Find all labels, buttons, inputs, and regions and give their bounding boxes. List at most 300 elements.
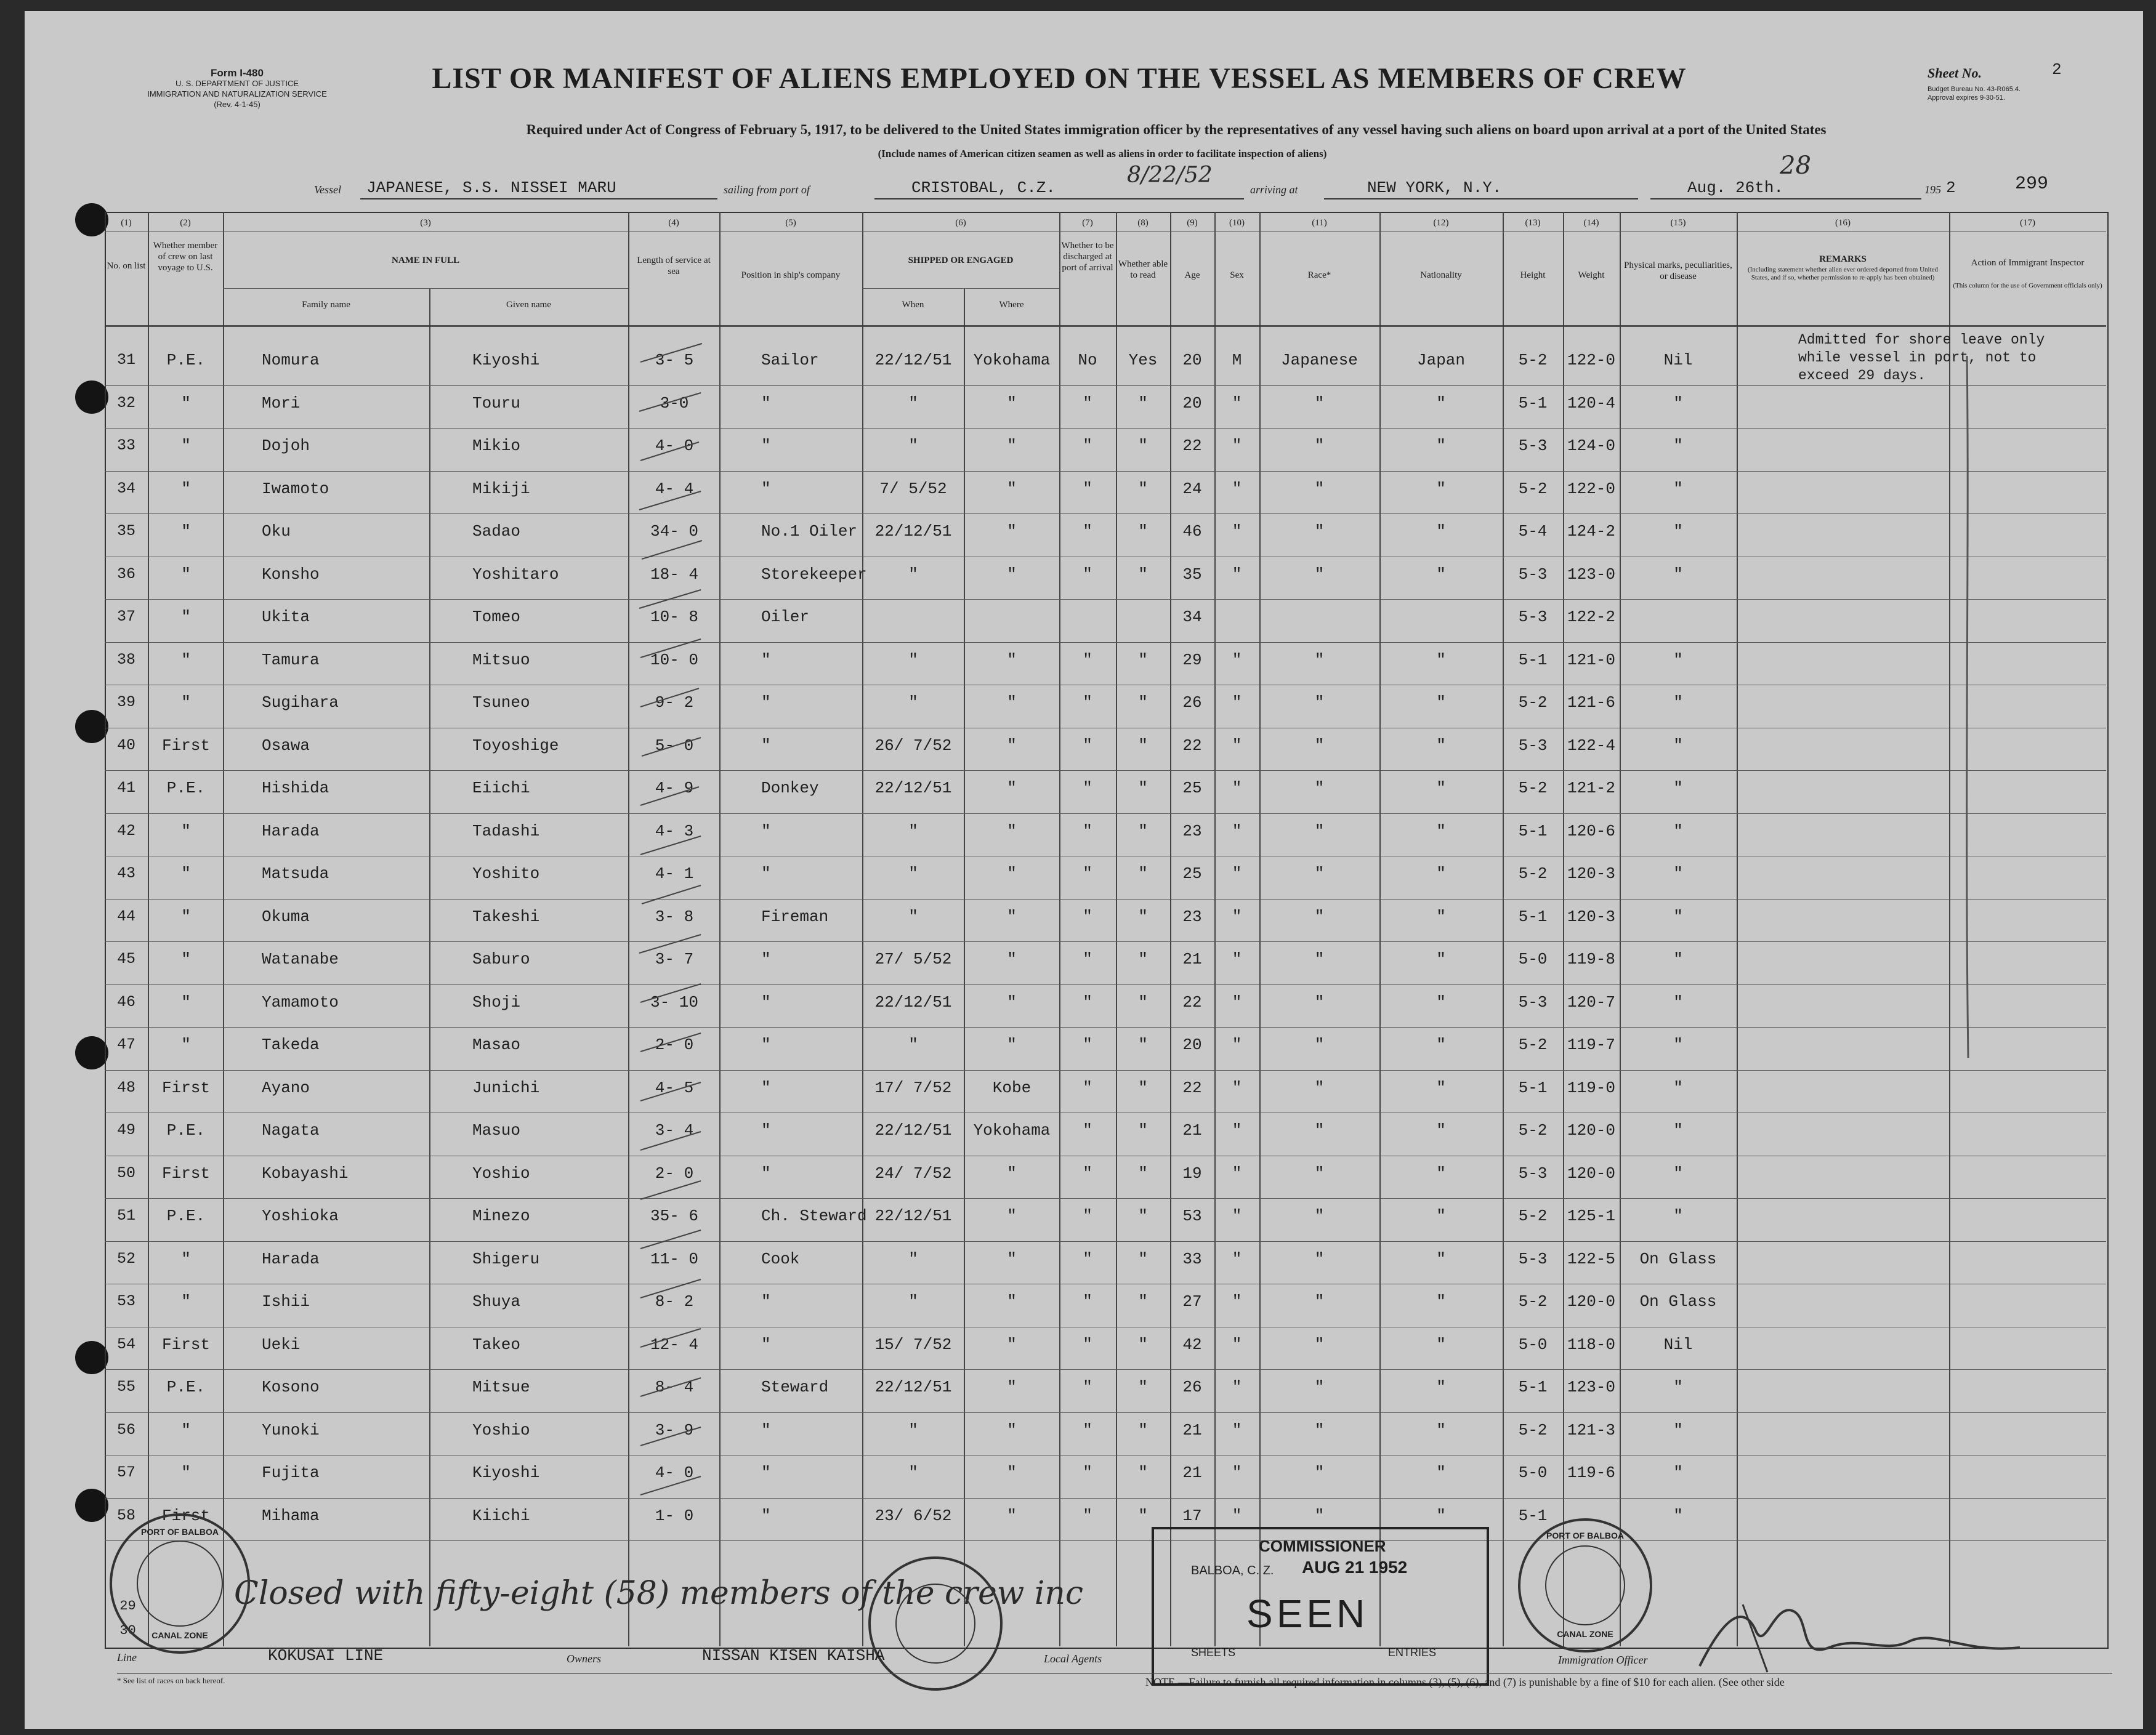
crew-cell-when: " (908, 693, 918, 712)
crew-cell-height: 5-2 (1518, 351, 1548, 369)
inclusion-note: (Include names of American citizen seamen as well as aliens in order to facilitate inspection of aliens) (878, 148, 1327, 159)
crew-cell-weight: 120-0 (1567, 1292, 1615, 1311)
crew-cell-height: 5-2 (1518, 1036, 1548, 1054)
col-number: (17) (2020, 218, 2035, 228)
row-separator (105, 428, 2106, 429)
crew-cell-no: 47 (116, 1036, 135, 1053)
row-separator (105, 471, 2106, 472)
crew-cell-read: " (1138, 1420, 1148, 1439)
col-header-sex: Sex (1230, 270, 1244, 280)
vessel-name: JAPANESE, S.S. NISSEI MARU (366, 179, 616, 197)
crew-cell-prev: " (181, 864, 191, 883)
crew-cell-read: " (1138, 1036, 1148, 1054)
crew-cell-marks: " (1673, 650, 1683, 669)
col-number: (6) (955, 218, 966, 228)
crew-cell-position: " (761, 1036, 771, 1054)
crew-cell-age: 23 (1182, 821, 1202, 840)
crew-cell-nationality: " (1436, 864, 1446, 883)
crew-cell-weight: 119-7 (1567, 1036, 1615, 1054)
crew-cell-marks: " (1673, 736, 1683, 755)
crew-cell-race: " (1314, 1420, 1325, 1439)
crew-cell-race: " (1314, 821, 1325, 840)
crew-cell-when: " (908, 393, 918, 413)
crew-cell-height: 5-2 (1518, 864, 1548, 883)
crew-cell-height: 5-1 (1518, 1506, 1548, 1525)
crew-cell-prev: First (161, 1506, 210, 1525)
crew-cell-position: " (761, 1506, 771, 1525)
crew-cell-weight: 121-2 (1567, 779, 1615, 797)
crew-cell-when: 22/12/51 (874, 779, 952, 797)
crew-cell-age: 33 (1182, 1249, 1202, 1268)
col-header-physical-marks: Physical marks, peculiarities, or disease (1624, 260, 1732, 281)
crew-cell-age: 25 (1182, 864, 1202, 883)
commissioner-seen-stamp (1152, 1527, 1489, 1686)
col-header-remarks: REMARKS (1819, 254, 1867, 264)
crew-cell-prev: " (181, 950, 191, 968)
crew-cell-marks: " (1673, 1207, 1683, 1225)
crew-cell-height: 5-1 (1518, 907, 1548, 926)
col-number: (9) (1187, 218, 1198, 228)
crew-cell-read: " (1138, 565, 1148, 584)
crew-cell-prev: " (181, 608, 191, 626)
crew-cell-prev: " (181, 907, 191, 926)
crew-cell-where: " (1007, 992, 1017, 1012)
crew-cell-height: 5-2 (1518, 1207, 1548, 1225)
crew-cell-marks: " (1673, 479, 1683, 498)
crew-cell-family: Ayano (262, 1078, 310, 1097)
footer-owners-label: Owners (567, 1652, 602, 1665)
col-header-given-name: Given name (506, 300, 551, 310)
crew-cell-discharged: " (1083, 779, 1092, 797)
crew-cell-sex: " (1232, 1121, 1242, 1140)
crew-cell-where: " (1007, 907, 1017, 926)
crew-cell-read: " (1138, 479, 1148, 498)
crew-cell-family: Nagata (262, 1121, 320, 1140)
crew-cell-given: Sadao (472, 522, 521, 541)
crew-cell-race: " (1314, 736, 1325, 755)
crew-cell-where: " (1007, 437, 1017, 455)
crew-cell-position: " (761, 1292, 771, 1311)
crew-cell-weight: 120-3 (1567, 907, 1615, 926)
crew-cell-prev: P.E. (166, 1207, 206, 1225)
crew-cell-given: Minezo (472, 1207, 530, 1225)
crew-cell-race: " (1314, 950, 1325, 968)
crew-cell-given: Kiyoshi (472, 1463, 540, 1482)
crew-cell-when: 24/ 7/52 (874, 1164, 952, 1183)
crew-cell-prev: " (181, 1036, 191, 1054)
crew-cell-prev: " (181, 1249, 191, 1268)
crew-cell-where: " (1007, 864, 1017, 883)
crew-cell-marks: " (1673, 1078, 1683, 1097)
sheet-number-value: 2 (2052, 60, 2062, 79)
crew-cell-read: " (1138, 522, 1148, 541)
crew-cell-family: Yunoki (262, 1420, 320, 1439)
crew-cell-race: " (1314, 1078, 1325, 1097)
crew-cell-where: " (1007, 1164, 1017, 1183)
crew-cell-discharged: " (1083, 992, 1092, 1012)
crew-cell-family: Ishii (262, 1292, 310, 1311)
inspector-column-mark (1958, 356, 1977, 1064)
crew-cell-discharged: " (1083, 1207, 1092, 1225)
crew-cell-discharged: " (1083, 1420, 1092, 1439)
crew-cell-height: 5-2 (1518, 1121, 1548, 1140)
crew-cell-family: Kobayashi (262, 1164, 349, 1183)
crew-cell-race: Japanese (1281, 351, 1358, 369)
crew-cell-no: 53 (116, 1292, 135, 1310)
crew-cell-height: 5-2 (1518, 479, 1548, 498)
crew-cell-no: 58 (116, 1506, 135, 1524)
page-stamp-number: 299 (2015, 174, 2049, 195)
crew-cell-no: 43 (116, 864, 135, 882)
stamp-text-bottom: CANAL ZONE (1557, 1629, 1613, 1639)
row-separator (105, 770, 2106, 771)
crew-cell-race: " (1314, 479, 1325, 498)
crew-cell-when: 22/12/51 (874, 522, 952, 541)
crew-cell-family: Sugihara (262, 693, 339, 712)
crew-cell-race: " (1314, 1335, 1325, 1354)
crew-cell-family: Iwamoto (262, 479, 329, 498)
crew-cell-weight: 120-0 (1567, 1121, 1615, 1140)
crew-cell-service: 4- 1 (655, 864, 694, 883)
row-separator (105, 1198, 2106, 1199)
row-separator (105, 642, 2106, 643)
crew-cell-age: 21 (1182, 950, 1202, 968)
crew-cell-nationality: " (1436, 779, 1446, 797)
crew-cell-service: 11- 0 (650, 1249, 698, 1268)
budget-info (1928, 85, 2112, 102)
crew-cell-when: " (908, 650, 918, 669)
col-number: (14) (1583, 218, 1599, 228)
crew-cell-read: " (1138, 1506, 1148, 1525)
arrival-date: Aug. 26th. (1687, 179, 1784, 197)
crew-cell-weight: 122-0 (1567, 479, 1615, 498)
crew-cell-marks: " (1673, 907, 1683, 926)
crew-cell-service: 3- 5 (655, 351, 694, 369)
col-header-age: Age (1184, 270, 1200, 280)
col-divider (223, 212, 224, 1646)
crew-cell-sex: " (1232, 1164, 1242, 1183)
port-of-balboa-stamp-middle (868, 1556, 1003, 1691)
crew-cell-nationality: " (1436, 1292, 1446, 1311)
crew-cell-marks: Nil (1663, 351, 1693, 369)
crew-cell-where: " (1007, 650, 1017, 669)
row-separator (105, 1241, 2106, 1242)
crew-cell-family: Osawa (262, 736, 310, 755)
crew-cell-height: 5-4 (1518, 522, 1548, 541)
crew-cell-given: Mitsue (472, 1378, 530, 1396)
crew-cell-prev: " (181, 693, 191, 712)
crew-cell-service: 34- 0 (650, 522, 698, 541)
remarks-shore-leave: Admitted for shore leave only while vessel in port, not to exceed 29 days. (1798, 332, 2045, 384)
form-identification (108, 68, 366, 110)
crew-cell-where: " (1007, 821, 1017, 840)
crew-cell-discharged: " (1083, 1292, 1092, 1311)
crew-cell-nationality: " (1436, 1249, 1446, 1268)
crew-cell-sex: " (1232, 821, 1242, 840)
crew-cell-when: " (908, 1249, 918, 1268)
crew-cell-discharged: " (1083, 650, 1092, 669)
row-separator (105, 1070, 2106, 1071)
col-number: (7) (1082, 218, 1093, 228)
crew-cell-given: Tadashi (472, 821, 540, 840)
crew-cell-given: Mikiji (472, 479, 530, 498)
row-separator (105, 1412, 2106, 1413)
crew-cell-prev: " (181, 1292, 191, 1311)
crew-cell-height: 5-0 (1518, 1463, 1548, 1482)
crew-cell-no: 31 (116, 351, 135, 369)
vessel-underline (360, 198, 717, 199)
crew-cell-height: 5-1 (1518, 821, 1548, 840)
crew-cell-sex: " (1232, 864, 1242, 883)
crew-cell-given: Kiyoshi (472, 351, 540, 369)
port-from-underline (874, 198, 1244, 199)
crew-cell-marks: " (1673, 693, 1683, 712)
form-revision: (Rev. 4-1-45) (214, 100, 260, 109)
crew-cell-race: " (1314, 522, 1325, 541)
col-number: (3) (420, 218, 431, 228)
crew-cell-service: 4- 9 (655, 779, 694, 797)
col-header-inspector: Action of Immigrant Inspector (1971, 258, 2085, 268)
crew-cell-discharged: " (1083, 950, 1092, 968)
crew-cell-weight: 119-8 (1567, 950, 1615, 968)
crew-cell-given: Yoshito (472, 864, 540, 883)
crew-cell-nationality: " (1436, 693, 1446, 712)
crew-cell-no: 46 (116, 992, 135, 1011)
crew-cell-service: 3- 9 (655, 1420, 694, 1439)
crew-cell-no: 35 (116, 522, 135, 540)
crew-cell-marks: " (1673, 1036, 1683, 1054)
col-header-race: Race* (1307, 270, 1331, 280)
col-header-discharged: Whether to be discharged at port of arrival (1061, 241, 1114, 273)
crew-cell-discharged: " (1083, 437, 1092, 455)
crew-cell-discharged: " (1083, 1164, 1092, 1183)
punch-hole (75, 1341, 108, 1374)
crew-cell-prev: P.E. (166, 1378, 206, 1396)
crew-cell-when: 22/12/51 (874, 1121, 952, 1140)
crew-cell-position: " (761, 650, 771, 669)
crew-cell-no: 36 (116, 565, 135, 583)
col-header-read: Whether able to read (1118, 259, 1168, 280)
col-header-no: No. on list (107, 261, 146, 271)
crew-cell-where: " (1007, 1506, 1017, 1525)
crew-cell-prev: First (161, 1335, 210, 1354)
crew-cell-where: Yokohama (973, 1121, 1051, 1140)
col-divider (429, 288, 430, 1646)
crew-cell-no: 48 (116, 1078, 135, 1097)
crew-cell-position: Fireman (761, 907, 829, 926)
crew-cell-position: No.1 Oiler (761, 522, 858, 541)
crew-cell-age: 22 (1182, 992, 1202, 1012)
crew-cell-read: " (1138, 1463, 1148, 1482)
crew-cell-where: " (1007, 479, 1017, 498)
crew-cell-where: " (1007, 950, 1017, 968)
col-divider (148, 212, 149, 1646)
crew-cell-age: 22 (1182, 736, 1202, 755)
crew-cell-read: " (1138, 864, 1148, 883)
crew-cell-age: 46 (1182, 522, 1202, 541)
col-header-height: Height (1520, 270, 1546, 280)
crew-cell-position: Storekeeper (761, 565, 867, 584)
row-separator (105, 813, 2106, 814)
penalty-note: NOTE.—Failure to furnish all required information in columns (3), (5), (6), and (7) is punishable by a fine of $10 for each alien. (See other side (1145, 1676, 1785, 1688)
crew-cell-prev: First (161, 1078, 210, 1097)
crew-cell-age: 53 (1182, 1207, 1202, 1225)
crew-cell-position: Sailor (761, 351, 819, 369)
crew-cell-marks: " (1673, 950, 1683, 968)
col-number: (12) (1433, 218, 1449, 228)
crew-cell-marks: " (1673, 522, 1683, 541)
crew-cell-prev: P.E. (166, 779, 206, 797)
crew-cell-race: " (1314, 1463, 1325, 1482)
name-subheader-line (223, 288, 628, 289)
crew-cell-service: 12- 4 (650, 1335, 698, 1354)
crew-cell-service: 10- 8 (650, 608, 698, 626)
crew-cell-position: " (761, 950, 771, 968)
crew-cell-nationality: " (1436, 907, 1446, 926)
crew-cell-family: Harada (262, 821, 320, 840)
stamp-text-top: PORT OF BALBOA (1546, 1531, 1624, 1540)
crew-cell-weight: 121-6 (1567, 693, 1615, 712)
crew-cell-where: " (1007, 1249, 1017, 1268)
crew-cell-where: " (1007, 565, 1017, 584)
crew-cell-where: " (1007, 779, 1017, 797)
crew-cell-service: 18- 4 (650, 565, 698, 584)
crew-cell-age: 29 (1182, 650, 1202, 669)
crew-cell-weight: 119-0 (1567, 1078, 1615, 1097)
crew-cell-read: " (1138, 1249, 1148, 1268)
crew-cell-discharged: " (1083, 1378, 1092, 1396)
row-separator (105, 599, 2106, 600)
crew-cell-prev: " (181, 522, 191, 541)
handwritten-date: 8/22/52 (1127, 163, 1213, 188)
stamp-text-top: PORT OF BALBOA (141, 1527, 219, 1537)
crew-cell-height: 5-3 (1518, 736, 1548, 755)
date-correction: 28 (1780, 151, 1811, 180)
crew-cell-family: Konsho (262, 565, 320, 584)
crew-cell-position: Cook (761, 1249, 800, 1268)
crew-cell-height: 5-1 (1518, 650, 1548, 669)
crew-cell-position: " (761, 1164, 771, 1183)
crew-cell-where: " (1007, 1335, 1017, 1354)
crew-cell-when: 26/ 7/52 (874, 736, 952, 755)
crew-cell-position: Steward (761, 1378, 829, 1396)
crew-cell-weight: 120-3 (1567, 864, 1615, 883)
crew-cell-nationality: " (1436, 950, 1446, 968)
crew-cell-read: " (1138, 907, 1148, 926)
crew-cell-marks: On Glass (1639, 1292, 1717, 1311)
crew-cell-given: Yoshitaro (472, 565, 559, 584)
col-header-nationality: Nationality (1420, 270, 1462, 280)
crew-cell-nationality: " (1436, 522, 1446, 541)
crew-cell-marks: " (1673, 779, 1683, 797)
crew-cell-given: Yoshio (472, 1164, 530, 1183)
crew-cell-family: Takeda (262, 1036, 320, 1054)
crew-cell-no: 41 (116, 779, 135, 797)
crew-cell-service: 3-0 (660, 393, 689, 413)
crew-cell-read: " (1138, 821, 1148, 840)
sailing-label: sailing from port of (724, 183, 810, 196)
crew-cell-discharged: " (1083, 1078, 1092, 1097)
crew-cell-marks: " (1673, 437, 1683, 455)
crew-cell-nationality: " (1436, 650, 1446, 669)
crew-cell-service: 4- 3 (655, 821, 694, 840)
crew-cell-nationality: " (1436, 1207, 1446, 1225)
officer-signature (1687, 1592, 2032, 1678)
crew-cell-discharged: " (1083, 522, 1092, 541)
crew-cell-read: " (1138, 1121, 1148, 1140)
crew-cell-age: 22 (1182, 437, 1202, 455)
crew-cell-nationality: " (1436, 1463, 1446, 1482)
crew-cell-service: 9- 2 (655, 693, 694, 712)
crew-cell-when: 15/ 7/52 (874, 1335, 952, 1354)
form-number: Form I-480 (211, 67, 264, 79)
crew-cell-race: " (1314, 393, 1325, 413)
crew-cell-when: 7/ 5/52 (879, 479, 947, 498)
crew-cell-sex: " (1232, 1378, 1242, 1396)
crew-cell-nationality: " (1436, 1036, 1446, 1054)
header-bottom-line (105, 325, 2106, 327)
crew-cell-height: 5-3 (1518, 1164, 1548, 1183)
shipped-subheader-line (862, 288, 1059, 289)
crew-cell-height: 5-2 (1518, 779, 1548, 797)
crew-cell-age: 24 (1182, 479, 1202, 498)
crew-cell-race: " (1314, 864, 1325, 883)
crew-cell-when: 27/ 5/52 (874, 950, 952, 968)
crew-cell-family: Ueki (262, 1335, 301, 1354)
crew-cell-discharged: " (1083, 1249, 1092, 1268)
crew-cell-height: 5-0 (1518, 950, 1548, 968)
crew-cell-given: Shoji (472, 992, 521, 1012)
crew-cell-weight: 120-6 (1567, 821, 1615, 840)
crew-cell-family: Hishida (262, 779, 329, 797)
races-note: * See list of races on back hereof. (117, 1676, 225, 1685)
crew-cell-sex: M (1232, 351, 1242, 369)
crew-cell-position: " (761, 864, 771, 883)
crew-cell-prev: " (181, 479, 191, 498)
col-header-remarks-note: (Including statement whether alien ever ordered deported from United States, and if so, whether permission to re-apply has been obtained) (1747, 266, 1939, 281)
row-separator (105, 385, 2106, 386)
crew-cell-where: " (1007, 1036, 1017, 1054)
budget-bureau: Budget Bureau No. 43-R065.4. (1928, 86, 2021, 93)
crew-cell-read: " (1138, 650, 1148, 669)
stamp-seen: SEEN (1246, 1592, 1369, 1636)
col-number: (13) (1525, 218, 1541, 228)
col-header-position: Position in ship's company (741, 270, 841, 280)
col-header-previous-voyage: Whether member of crew on last voyage to U.S. (153, 241, 218, 273)
col-header-name: NAME IN FULL (391, 256, 459, 265)
crew-cell-when: " (908, 821, 918, 840)
crew-cell-sex: " (1232, 1292, 1242, 1311)
crew-cell-age: 34 (1182, 608, 1202, 626)
crew-cell-where: " (1007, 1378, 1017, 1396)
crew-cell-race: " (1314, 1249, 1325, 1268)
crew-cell-read: " (1138, 1164, 1148, 1183)
crew-cell-discharged: " (1083, 736, 1092, 755)
crew-cell-position: " (761, 1335, 771, 1354)
crew-cell-prev: P.E. (166, 1121, 206, 1140)
footer-officer-label: Immigration Officer (1558, 1654, 1648, 1666)
crew-cell-race: " (1314, 992, 1325, 1012)
crew-cell-race: " (1314, 565, 1325, 584)
crew-cell-nationality: " (1436, 1420, 1446, 1439)
crew-cell-no: 32 (116, 393, 135, 412)
crew-cell-given: Takeo (472, 1335, 521, 1354)
crew-cell-service: 5- 0 (655, 736, 694, 755)
crew-cell-no: 42 (116, 821, 135, 840)
crew-cell-service: 3- 7 (655, 950, 694, 968)
col-number: (5) (785, 218, 796, 228)
crew-cell-sex: " (1232, 736, 1242, 755)
